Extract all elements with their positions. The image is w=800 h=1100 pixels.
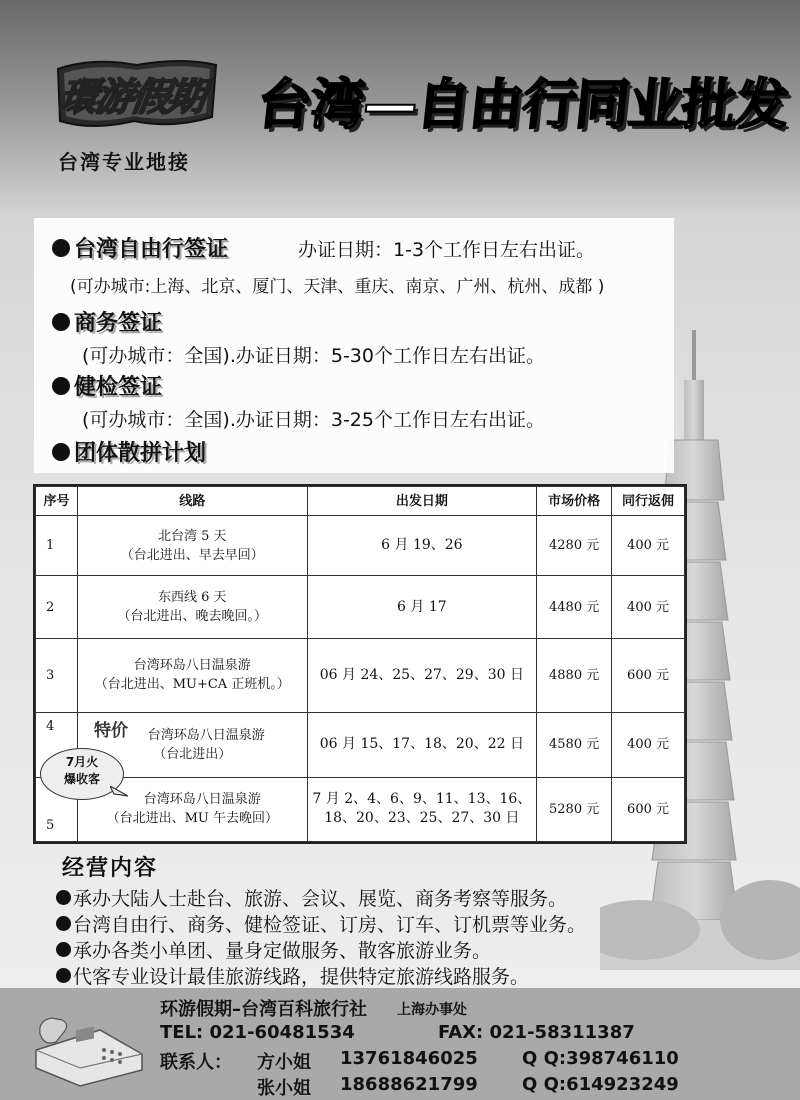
bullet-icon xyxy=(56,942,71,957)
contact1-qq: Q Q:398746110 xyxy=(522,1048,679,1069)
table-row xyxy=(36,576,685,638)
row-number: 4 xyxy=(36,713,78,777)
row-number: 1 xyxy=(36,516,78,576)
bubble-tail xyxy=(110,786,128,798)
contact-label: 联系人： xyxy=(160,1052,232,1073)
price-cell: 4580 元 xyxy=(537,713,612,777)
date-cell xyxy=(307,576,537,638)
date-cell xyxy=(307,713,537,777)
route-cell xyxy=(77,576,307,638)
promo-bubble-line2: 爆收客 xyxy=(63,772,100,786)
visa-text: 办证日期：1-3个工作日左右出证。 xyxy=(298,239,596,261)
business-item xyxy=(56,962,529,989)
company-name: 环游假期–台湾百科旅行社 xyxy=(160,999,367,1020)
price-cell: 4880 元 xyxy=(537,638,612,712)
price-cell: 5280 元 xyxy=(537,777,612,841)
column-header: 出发日期 xyxy=(307,487,537,516)
contact1-phone: 13761846025 xyxy=(340,1048,478,1069)
route-detail: （台北进出、晚去晚回。） xyxy=(117,609,268,625)
visa-item-group xyxy=(52,436,206,467)
bullet-icon xyxy=(56,890,71,905)
bullet-icon xyxy=(52,313,70,331)
route-cell xyxy=(77,638,307,712)
route-name: 台湾环岛八日温泉游 xyxy=(147,727,265,743)
page-title: 台湾—自由行同业批发 xyxy=(254,73,791,136)
price-cell: 4280 元 xyxy=(537,516,612,576)
visa-text: (可办城市：全国).办证日期：3-25个工作日左右出证。 xyxy=(82,409,545,431)
date-cell xyxy=(307,516,537,576)
route-name: 东西线 6 天 xyxy=(157,590,227,606)
fax-number: FAX: 021-58311387 xyxy=(438,1022,635,1043)
route-name: 台湾环岛八日温泉游 xyxy=(143,792,261,808)
visa-heading: 台湾自由行签证 xyxy=(74,237,229,262)
date-cell xyxy=(307,777,537,841)
route-detail: （台北进出） xyxy=(153,746,232,762)
visa-item-health xyxy=(52,370,162,401)
row-number: 5 xyxy=(36,777,78,841)
rebate-cell: 400 元 xyxy=(612,516,685,576)
contact2-phone: 18688621799 xyxy=(340,1074,478,1095)
bullet-icon xyxy=(52,377,70,395)
promo-bubble-line1: 7月火 xyxy=(65,755,99,769)
column-header: 序号 xyxy=(36,487,78,516)
business-item xyxy=(56,884,567,911)
rebate-cell: 400 元 xyxy=(612,713,685,777)
route-detail: （台北进出、MU 午去晚回） xyxy=(106,811,278,827)
bullet-icon xyxy=(56,916,71,931)
visa-item-free-travel xyxy=(52,232,228,263)
visa-text: (可办城市：全国).办证日期：5-30个工作日左右出证。 xyxy=(82,345,545,367)
column-header: 市场价格 xyxy=(537,487,612,516)
logo-subtitle: 台湾专业地接 xyxy=(58,150,190,174)
column-header: 同行返佣 xyxy=(612,487,685,516)
price-cell: 4480 元 xyxy=(537,576,612,638)
business-title: 经营内容 xyxy=(62,856,159,881)
route-detail: （台北进出、MU+CA 正班机。） xyxy=(94,677,290,693)
tour-table xyxy=(33,484,687,844)
table-row xyxy=(36,516,685,576)
office-name: 上海办事处 xyxy=(397,1002,467,1018)
rebate-cell: 400 元 xyxy=(612,576,685,638)
visa-heading: 健检签证 xyxy=(74,375,163,400)
bullet-icon xyxy=(52,443,70,461)
route-detail: （台北进出、早去早回） xyxy=(120,547,264,563)
departure-dates: 06 月 15、17、18、20、22 日 xyxy=(319,736,524,753)
business-item-text: 承办大陆人士赴台、旅游、会议、展览、商务考察等服务。 xyxy=(73,888,568,910)
visa-heading: 团体散拼计划 xyxy=(74,441,207,466)
business-item-text: 代客专业设计最佳旅游线路，提供特定旅游线路服务。 xyxy=(73,966,530,988)
rebate-cell: 600 元 xyxy=(612,777,685,841)
business-item-text: 台湾自由行、商务、健检签证、订房、订车、订机票等业务。 xyxy=(73,914,587,936)
departure-dates: 6 月 17 xyxy=(397,598,447,615)
logo-text: 環游假期 xyxy=(56,75,207,119)
table-row xyxy=(36,638,685,712)
special-price-tag: 特价 xyxy=(94,721,128,741)
contact2-qq: Q Q:614923249 xyxy=(522,1074,679,1095)
route-cell xyxy=(77,516,307,576)
telephone-icon xyxy=(30,1010,148,1088)
bullet-icon xyxy=(56,968,71,983)
visa-item-business xyxy=(52,306,162,337)
tel-number: TEL: 021-60481534 xyxy=(160,1022,355,1043)
bullet-icon xyxy=(52,239,70,257)
route-name: 台湾环岛八日温泉游 xyxy=(133,658,251,674)
rebate-cell: 600 元 xyxy=(612,638,685,712)
column-header: 线路 xyxy=(77,487,307,516)
table-header-row xyxy=(36,487,685,516)
row-number: 2 xyxy=(36,576,78,638)
departure-dates: 7 月 2、4、6、9、11、13、16、 xyxy=(312,791,532,808)
table-row xyxy=(36,713,685,777)
business-item-text: 承办各类小单团、量身定做服务、散客旅游业务。 xyxy=(73,940,492,962)
departure-dates-continued: 18、20、23、25、27、30 日 xyxy=(324,810,520,827)
table-row xyxy=(36,777,685,841)
row-number: 3 xyxy=(36,638,78,712)
contact1-name: 方小姐 xyxy=(257,1052,311,1073)
visa-heading: 商务签证 xyxy=(74,311,163,336)
business-item xyxy=(56,936,491,963)
visa-cities: (可办城市:上海、北京、厦门、天津、重庆、南京、广州、杭州、成都 ) xyxy=(70,277,605,297)
departure-dates: 06 月 24、25、27、29、30 日 xyxy=(319,666,524,683)
contact2-name: 张小姐 xyxy=(257,1078,311,1099)
business-item xyxy=(56,910,586,937)
route-name: 北台湾 5 天 xyxy=(157,528,227,544)
departure-dates: 6 月 19、26 xyxy=(381,537,463,554)
date-cell xyxy=(307,638,537,712)
